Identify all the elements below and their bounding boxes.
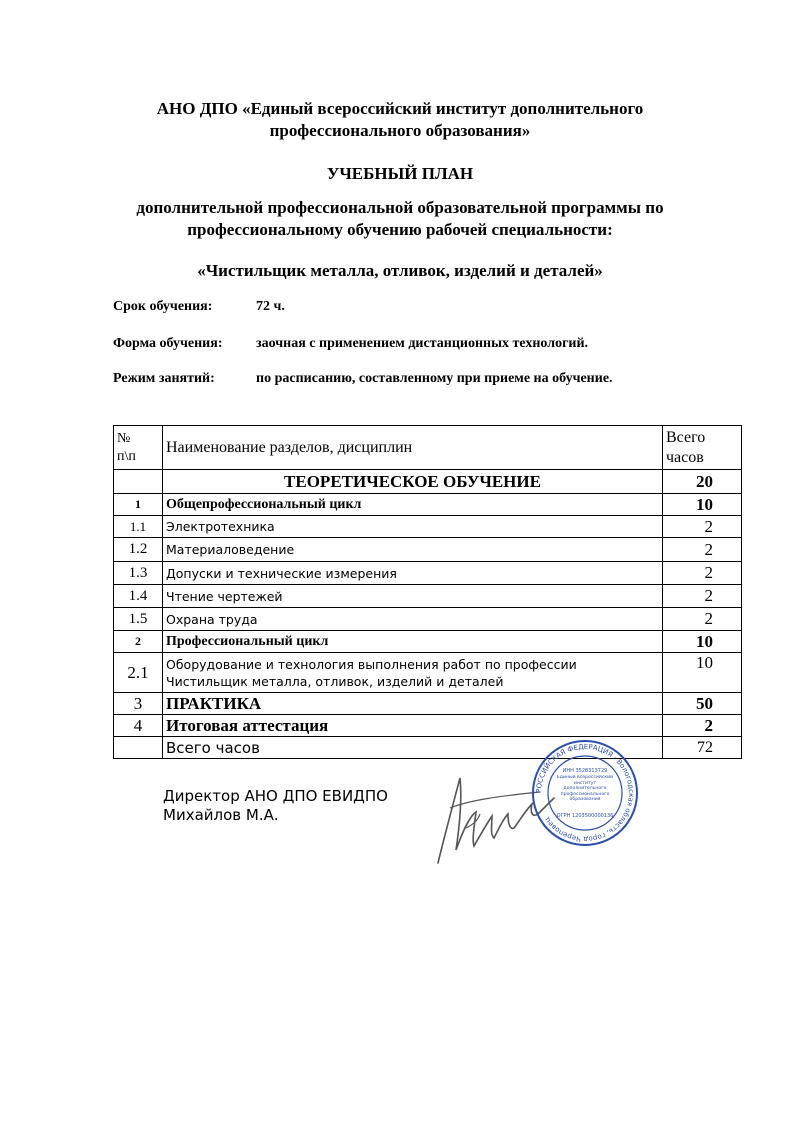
form-label: Форма обучения:	[113, 336, 223, 351]
duration-label: Срок обучения:	[113, 299, 213, 314]
table-row: 1.4 Чтение чертежей 2	[114, 585, 742, 608]
curriculum-table	[113, 425, 742, 759]
duration-value: 72 ч.	[256, 299, 285, 314]
table-row: 2 Профессиональный цикл 10	[114, 631, 742, 653]
header-hours: Всего часов	[663, 426, 742, 470]
table-row: 1.3 Допуски и технические измерения 2	[114, 562, 742, 585]
table-row: 4 Итоговая аттестация 2	[114, 715, 742, 737]
table-row: 1.2 Материаловедение 2	[114, 538, 742, 562]
table-row: 1.5 Охрана труда 2	[114, 608, 742, 631]
form-value: заочная с применением дистанционных технологий.	[256, 336, 589, 351]
header-num: № п\п	[114, 426, 163, 470]
organization-name: АНО ДПО «Единый всероссийский институт дополнительного профессионального образования»	[156, 99, 644, 140]
table-row: 1.1 Электротехника 2	[114, 516, 742, 538]
plan-title: УЧЕБНЫЙ ПЛАН	[326, 164, 474, 183]
director-signoff: Директор АНО ДПО ЕВИДПО Михайлов М.А.	[163, 787, 388, 824]
header-name: Наименование разделов, дисциплин	[163, 426, 663, 470]
table-row: ТЕОРЕТИЧЕСКОЕ ОБУЧЕНИЕ 20	[114, 470, 742, 494]
schedule-label: Режим занятий:	[113, 371, 215, 386]
schedule-row	[113, 371, 613, 387]
table-row: Всего часов 72	[114, 737, 742, 759]
table-header-row	[114, 426, 742, 470]
schedule-value: по расписанию, составленному при приеме на обучение.	[256, 371, 613, 386]
organization-seal: РОССИЙСКАЯ ФЕДЕРАЦИЯ · Вологодская область, город Череповец ИНН 3528313729 Единый всероссийский институт дополнительного профессионального образования ОГРН 1203500000136	[534, 742, 636, 844]
svg-text:ОГРН 1203500000136: ОГРН 1203500000136	[556, 813, 614, 819]
svg-text:ИНН 3528313729: ИНН 3528313729	[562, 768, 608, 774]
plan-subtitle: дополнительной профессиональной образовательной программы по профессиональному обучению рабочей специальности:	[136, 198, 664, 239]
table-row: 1 Общепрофессиональный цикл 10	[114, 494, 742, 516]
form-row	[113, 336, 589, 352]
duration-row	[113, 299, 285, 315]
table-row: 3 ПРАКТИКА 50	[114, 693, 742, 715]
svg-text:РОССИЙСКАЯ ФЕДЕРАЦИЯ · Вологод: РОССИЙСКАЯ ФЕДЕРАЦИЯ · Вологодская область, город Череповец	[534, 742, 636, 844]
table-row: 2.1 Оборудование и технология выполнения работ по профессии Чистильщик металла, отливок, изделий и деталей 10	[114, 653, 742, 693]
specialty-title: «Чистильщик металла, отливок, изделий и деталей»	[197, 261, 603, 280]
